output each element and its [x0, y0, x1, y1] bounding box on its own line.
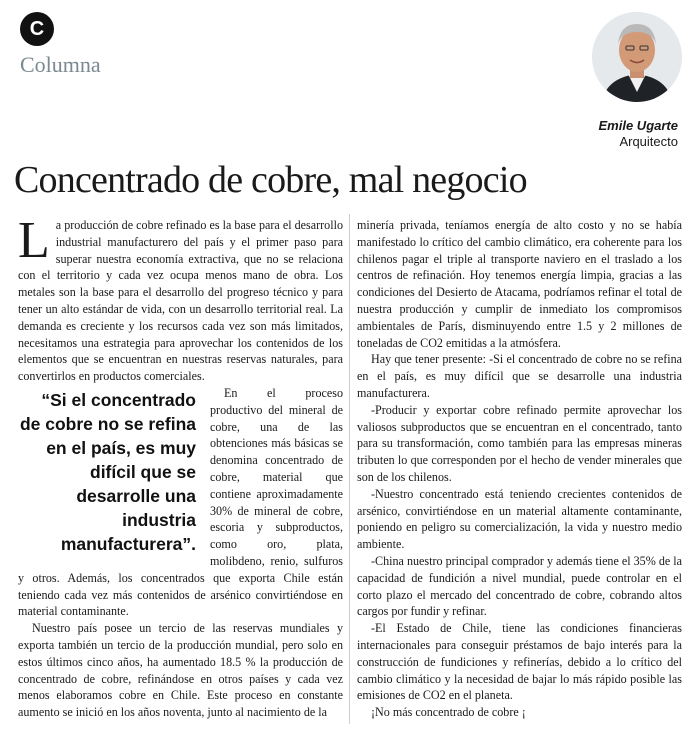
- closing-line: ¡No más concentrado de cobre ¡: [371, 705, 526, 720]
- paragraph: -El Estado de Chile, tiene las condiciones financieras internacionales para conseguir préstamos de bajo interés para la construcción de fundiciones y refinerías, debido a lo crítico del cambio climático y la necesidad de bajar lo más rápido posible las emisiones de CO2 en el planeta.: [357, 621, 682, 703]
- section-label: Columna: [20, 52, 101, 77]
- author-role: Arquitecto: [619, 134, 678, 149]
- paragraph: -Nuestro concentrado está teniendo crecientes contenidos de arsénico, convirtiéndose en un material altamente contaminante, poniendo en peligro su comercialización, la vida y nuestro medio ambiente.: [357, 486, 682, 552]
- author-name: Emile Ugarte: [598, 118, 678, 133]
- column-badge: [20, 12, 54, 46]
- article-column-right: [357, 217, 682, 721]
- paragraph: -Producir y exportar cobre refinado permite aprovechar los valiosos subproductos que se encuentran en el concentrado, tanto para su transformación, como también para las empresas mineras tributen lo que corresponden por el hecho de vender minerales que son de los chilenos.: [357, 402, 682, 484]
- paragraph: minería privada, teníamos energía de alto costo y no se había manifestado lo crítico del cambio climático, era coherente para los chilenos pagar el triple al transporte naviero en el traslado a los centros de refinación. Hoy tenemos energía limpia, gracias a las condiciones del Desierto de Atacama, podríamos refinar el total de nuestra producción y cumplir de inmediato los compromisos ambientales de París, disminuyendo entre 1.5 y 2 millones de toneladas de CO2 emitidas a la atmósfera.: [357, 218, 682, 350]
- author-portrait-image: [592, 12, 682, 102]
- article-headline: Concentrado de cobre, mal negocio: [14, 159, 527, 201]
- paragraph: -China nuestro principal comprador y además tiene el 35% de la capacidad de fundición a nivel mundial, puede controlar en el corto plazo el mercado del concentrado de cobre, cobrando altos cargos por fundir y refinar.: [357, 553, 682, 619]
- paragraph: Hay que tener presente: -Si el concentrado de cobre no se refina en el país, es muy difícil que se desarrolle una industria manufacturera.: [357, 352, 682, 400]
- pull-quote: “Si el concentrado de cobre no se refina en el país, es muy difícil que se desarrolle una industria manufacturera”.: [19, 389, 196, 554]
- author-byline: [599, 118, 678, 150]
- drop-cap: L: [18, 212, 50, 269]
- column-divider: [349, 214, 350, 724]
- paragraph: Nuestro país posee un tercio de las reservas mundiales y exporta también un tercio de la producción mundial, pero solo en estos últimos cinco años, ha aumentado 18.5 % la producción de concentrado de cobre, refinándose en otros países y cada vez menos elaboramos cobre en Chile. Este proceso en constante aumento se inició en los años noventa, junto al nacimiento de la: [18, 621, 343, 720]
- paragraph-text: a producción de cobre refinado es la base para el desarrollo industrial manufacturero del país y el primer paso para superar nuestra economía extractiva, que no se relaciona con el territorio y cada vez ocupa menos mano de obra. Los metales son la base para el desarrollo del progreso técnico y para tener un alto estándar de vida, con un desarrollo territorial real. La demanda es creciente y los recursos cada vez son más limitados, necesitamos una estrategia para aprovechar los contenidos de los elementos que se encuentran en nuestras reservas naturales, para convertirlos en productos comerciales.: [18, 218, 343, 384]
- paragraph: [18, 385, 343, 620]
- paragraph-text: En el proceso productivo del mineral de cobre, una de las obtenciones más básicas se denomina concentrado de cobre, material que contiene aproximadamente 30% de mineral de cobre, escoria y subproductos, como oro, plata, molibdeno, renio, sulfuros y otros. Además, los concentrados que exporta Chile están teniendo cada vez más contenidos de arsénico convirtiéndose en material contaminante.: [18, 385, 343, 619]
- badge-letter: C: [29, 17, 45, 40]
- author-photo: [592, 12, 682, 102]
- paragraph: [18, 212, 343, 385]
- article-column-left: [18, 212, 343, 721]
